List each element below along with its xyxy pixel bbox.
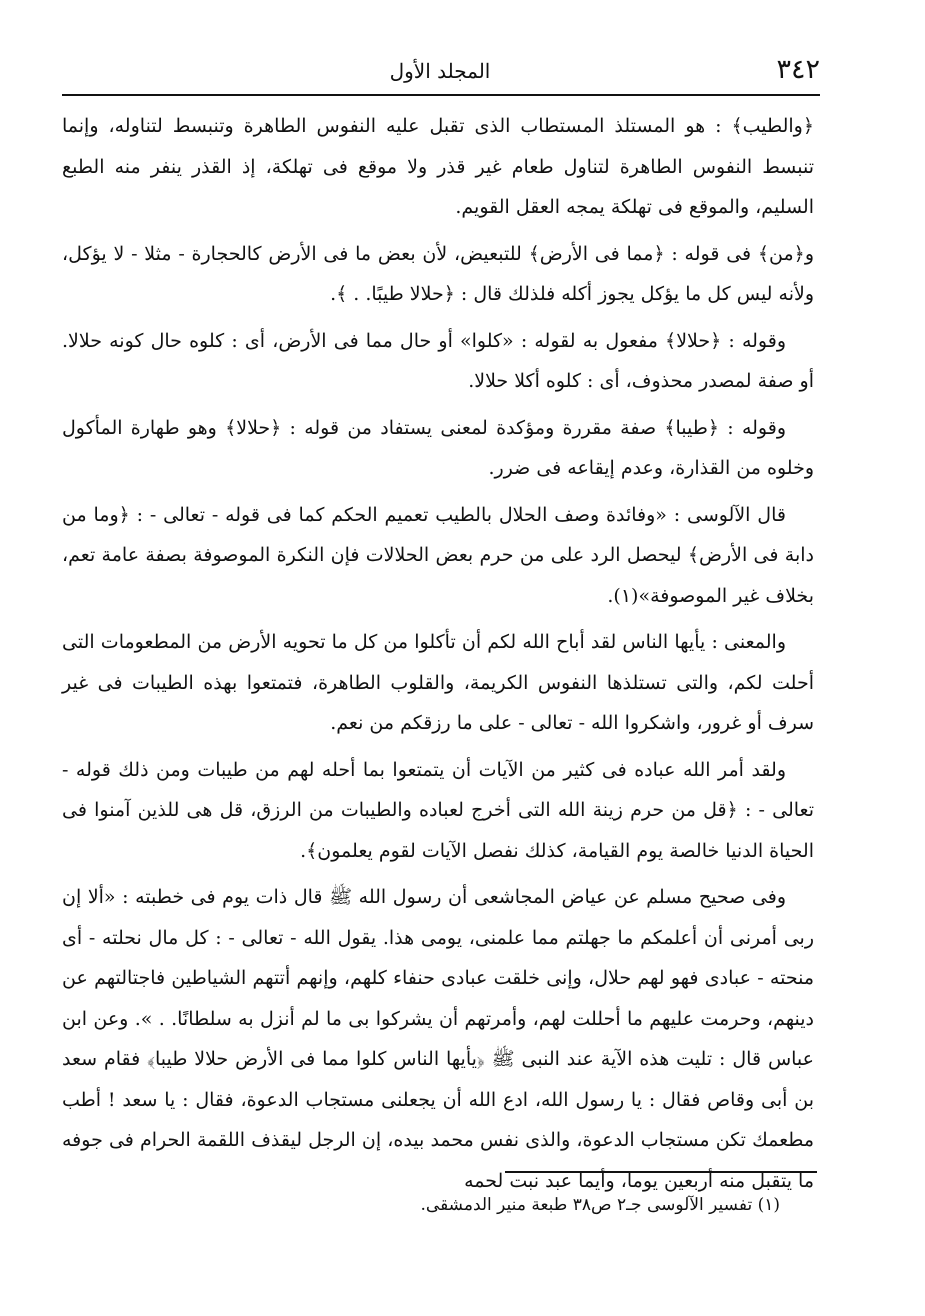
paragraph-hadith: وفى صحيح مسلم عن عياض المجاشعى أن رسول الله ﷺ قال ذات يوم فى خطبته : «ألا إن ربى أمرنى أن أعلمكم ما جهلتم مما علمنى، يومى هذا. يقول الله - تعالى - : كل مال نحلته - أى منحته - عبادى فهو لهم حلال، وإنى خلقت عبادى حنفاء كلهم، وإنهم أتتهم الشياطين فاجتالتهم عن دينهم، وحرمت عليهم ما أحللت لهم، وأمرتهم أن يشركوا بى ما لم أنزل به سلطانًا. . ». وعن ابن عباس قال : تليت هذه الآية عند النبى ﷺ ﴿يأيها الناس كلوا مما فى الأرض حلالا طيبا﴾ فقام سعد بن أبى وقاص فقال : يا رسول الله، ادع الله أن يجعلنى مستجاب الدعوة، فقال : يا سعد ! أطب مطعمك تكن مستجاب الدعوة، والذى نفس محمد بيده، إن الرجل ليقذف اللقمة الحرام فى جوفه ما يتقبل منه أربعين يوما، وأيما عبد نبت لحمه bbox=[62, 886, 814, 1192]
paragraph-altayyib: ﴿والطيب﴾ : هو المستلذ المستطاب الذى تقبل عليه النفوس الطاهرة وتنبسط لتناوله، وإنما تنبسط النفوس الطاهرة لتناول طعام غير قذر ولا موقع فى تهلكة، إذ القذر ينفر منه الطبع السليم، والموقع فى تهلكة يمجه العقل القويم. bbox=[62, 115, 814, 218]
footnote-rule bbox=[505, 1171, 817, 1173]
footnote: (١) تفسير الآلوسى جـ٢ ص٣٨ طبعة منير الدمشقى. bbox=[420, 1195, 780, 1215]
page-number: ٣٤٢ bbox=[776, 54, 820, 85]
header-rule bbox=[62, 94, 820, 96]
page-header bbox=[60, 52, 820, 92]
paragraph-min: و﴿من﴾ فى قوله : ﴿مما فى الأرض﴾ للتبعيض، لأن بعض ما فى الأرض كالحجارة - مثلا - لا يؤكل، ولأنه ليس كل ما يؤكل يجوز أكله فلذلك قال : ﴿حلالا طيبًا. . ﴾. bbox=[62, 242, 814, 305]
paragraph-halalan: وقوله : ﴿حلالا﴾ مفعول به لقوله : «كلوا» أو حال مما فى الأرض، أى : كلوه حال كونه حلالا. أو صفة لمصدر محذوف، أى : كلوه أكلا حلالا. bbox=[62, 329, 814, 392]
paragraph-meaning: والمعنى : يأيها الناس لقد أباح الله لكم أن تأكلوا من كل ما تحويه الأرض من المطعومات التى أحلت لكم، والتى تستلذها النفوس الكريمة، والقلوب الطاهرة، فتمتعوا بهذه الطيبات فى غير سرف أو غرور، واشكروا الله - تعالى - على ما رزقكم من نعم. bbox=[62, 631, 814, 734]
running-title: المجلد الأول bbox=[389, 59, 491, 83]
body-text bbox=[62, 106, 814, 1207]
paragraph-alusi-quote: قال الآلوسى : «وفائدة وصف الحلال بالطيب تعميم الحكم كما فى قوله - تعالى - : ﴿وما من دابة فى الأرض﴾ ليحصل الرد على من حرم بعض الحلالات فإن النكرة الموصوفة بصفة عامة تعم، بخلاف غير الموصوفة»(١). bbox=[62, 503, 814, 607]
paragraph-tayyiban: وقوله : ﴿طيبا﴾ صفة مقررة ومؤكدة لمعنى يستفاد من قوله : ﴿حلالا﴾ وهو طهارة المأكول وخلوه من القذارة، وعدم إيقاعه فى ضرر. bbox=[62, 416, 814, 479]
paragraph-command: ولقد أمر الله عباده فى كثير من الآيات أن يتمتعوا بما أحله لهم من طيبات ومن ذلك قوله - تعالى - : ﴿قل من حرم زينة الله التى أخرج لعباده والطيبات من الرزق، قل هى للذين آمنوا فى الحياة الدنيا خالصة يوم القيامة، كذلك نفصل الآيات لقوم يعلمون﴾. bbox=[62, 758, 814, 862]
